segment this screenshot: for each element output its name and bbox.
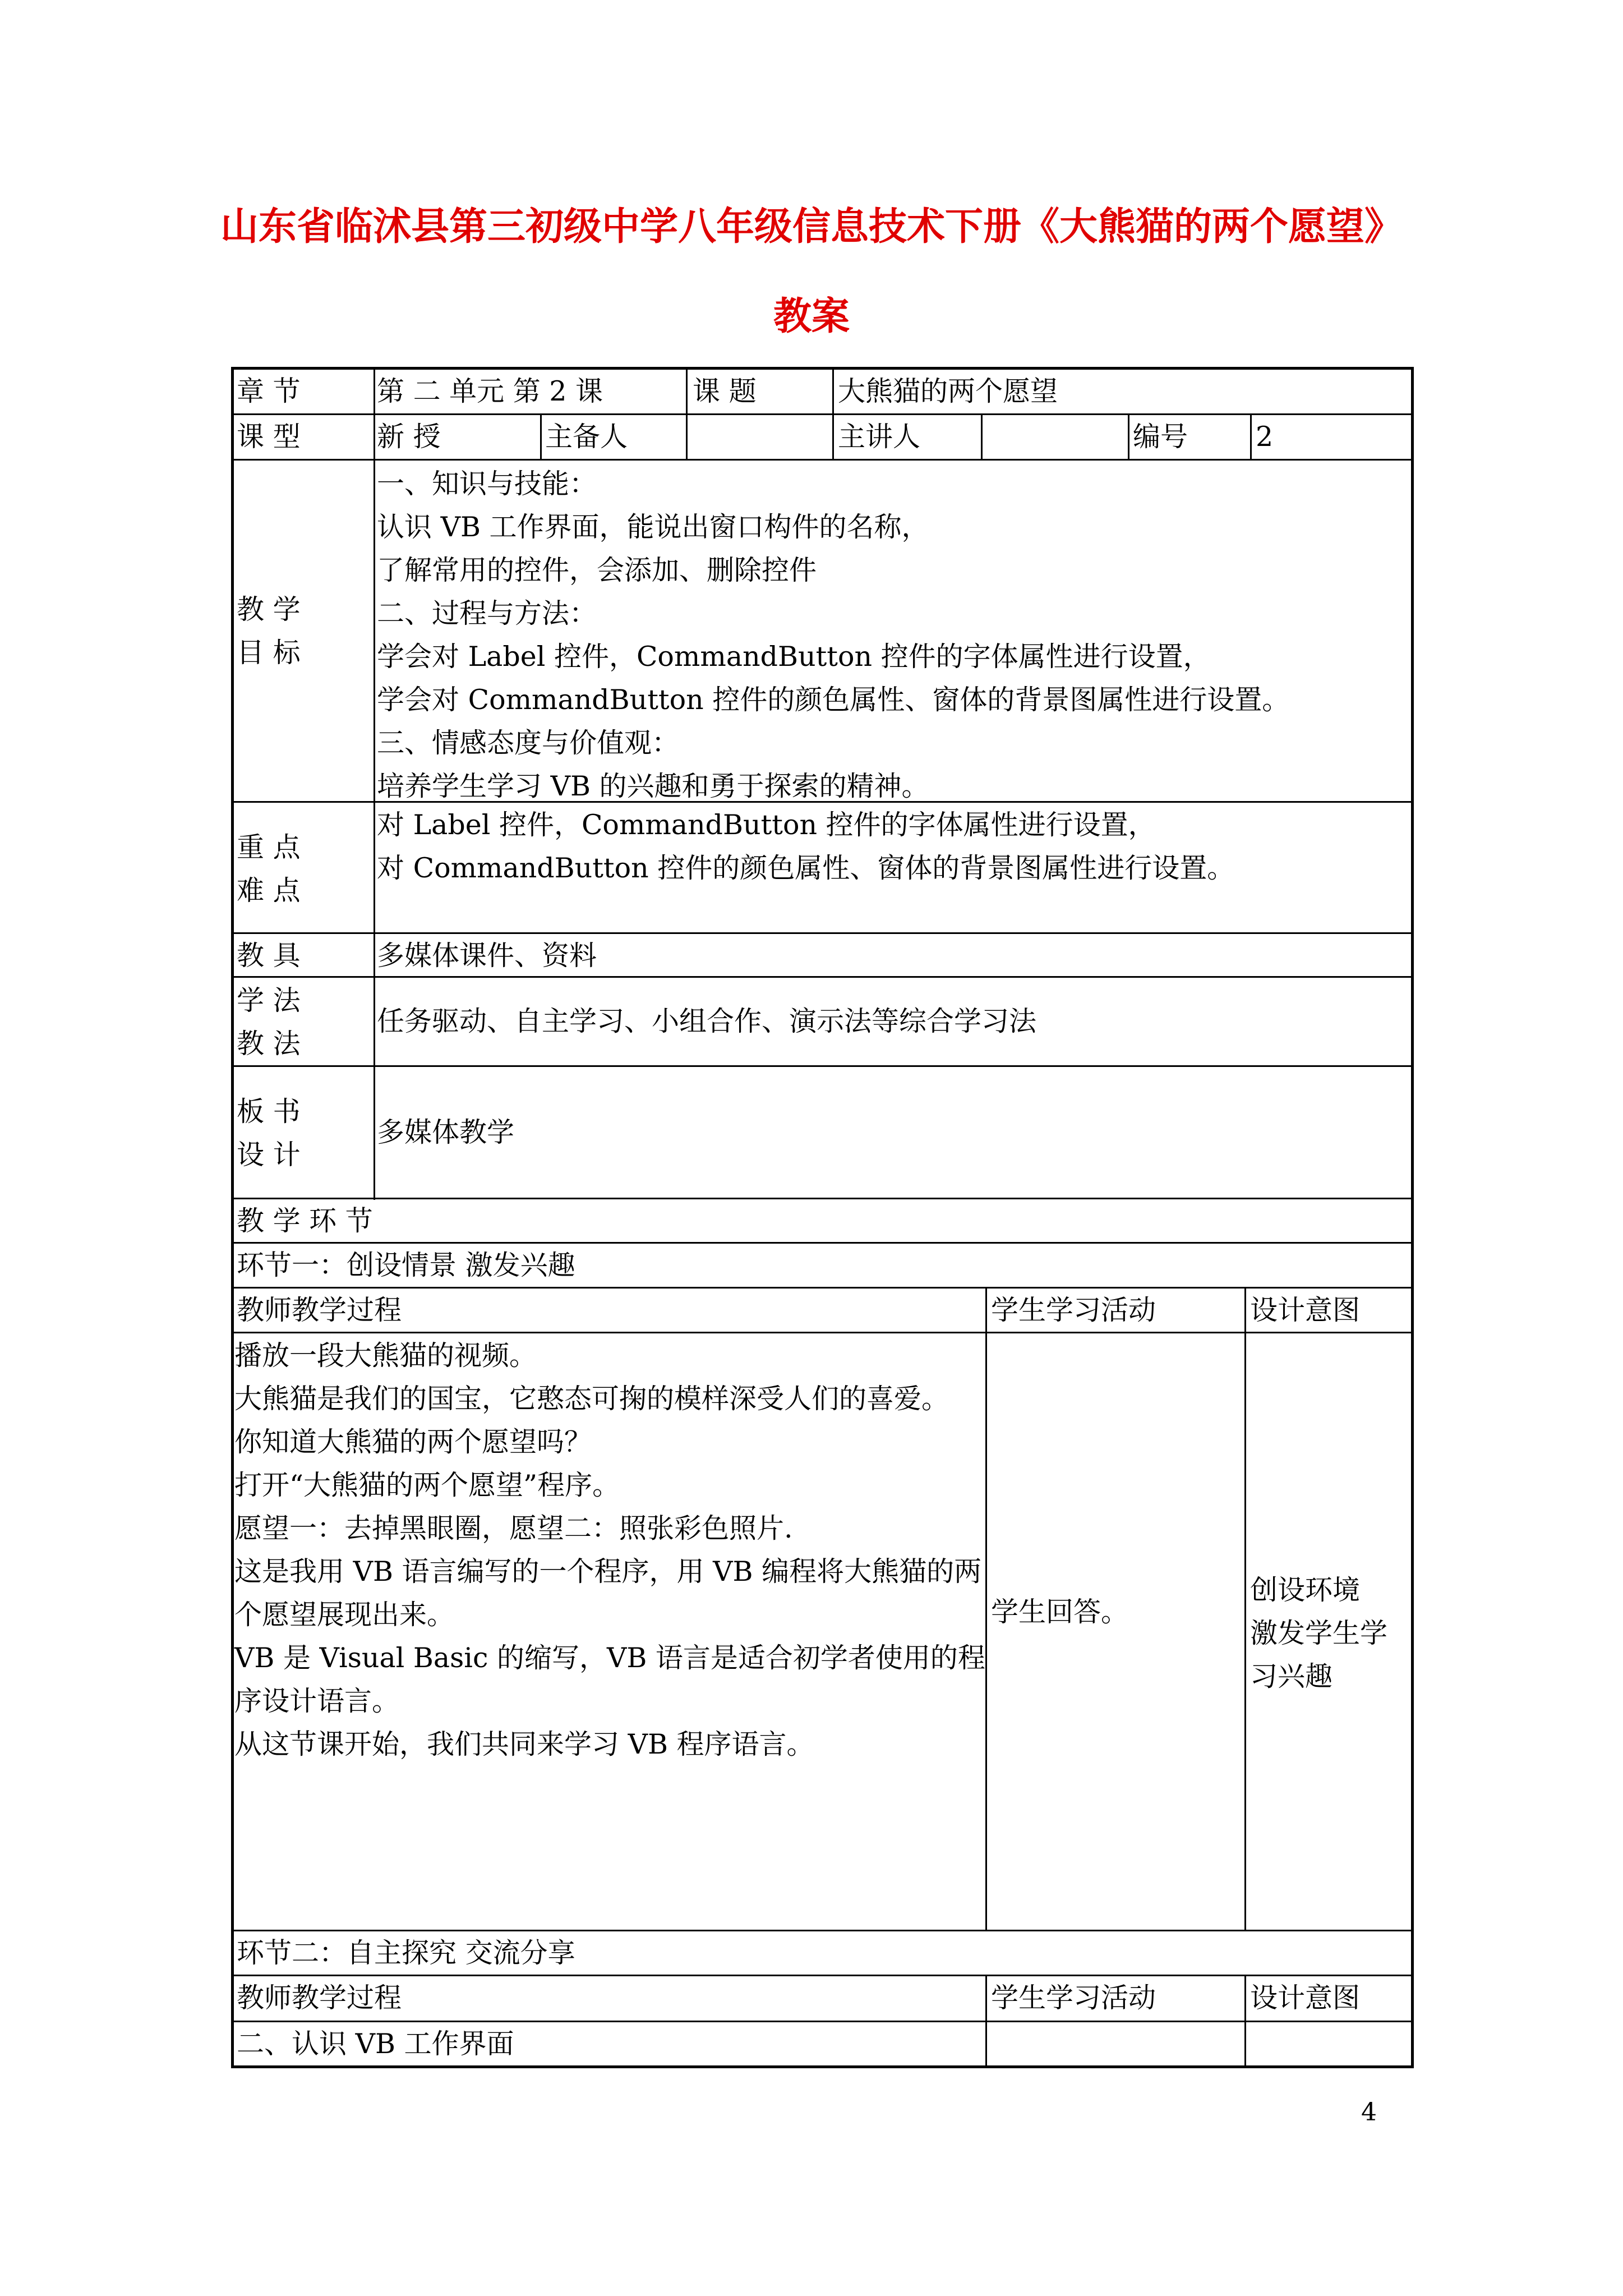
stage1-teacher-line: 从这节课开始，我们共同来学习 VB 程序语言。 — [234, 1728, 814, 1760]
number-value: 2 — [1256, 421, 1274, 453]
stage1-title: 环节一：创设情景 激发兴趣 — [237, 1249, 575, 1281]
stage1-teacher-line: 这是我用 VB 语言编写的一个程序，用 VB 编程将大熊猫的两 — [234, 1556, 982, 1588]
objectives-line: 培养学生学习 VB 的兴趣和勇于探索的精神。 — [377, 770, 929, 802]
objectives-line: 学会对 CommandButton 控件的颜色属性、窗体的背景图属性进行设置。 — [377, 684, 1290, 716]
type-value: 新 授 — [377, 421, 441, 453]
methods-value: 任务驱动、自主学习、小组合作、演示法等综合学习法 — [377, 1005, 1037, 1037]
stage1-teacher-line: 打开“大熊猫的两个愿望”程序。 — [234, 1469, 620, 1501]
objectives-line: 二、过程与方法： — [377, 597, 597, 629]
stage2-col-intent: 设计意图 — [1250, 1982, 1361, 2014]
number-label: 编号 — [1133, 421, 1188, 453]
lecturer-label: 主讲人 — [838, 421, 921, 453]
keypoints-label-1: 重 点 — [237, 831, 301, 863]
stage1-teacher-line: VB 是 Visual Basic 的缩写，VB 语言是适合初学者使用的程 — [234, 1642, 985, 1674]
stage1-teacher-line: 大熊猫是我们的国宝，它憨态可掬的模样深受人们的喜爱。 — [234, 1383, 949, 1415]
stage2-first-row: 二、认识 VB 工作界面 — [237, 2028, 514, 2060]
section-heading: 教 学 环 节 — [237, 1205, 373, 1237]
stage1-teacher-line: 播放一段大熊猫的视频。 — [234, 1340, 537, 1372]
stage1-student-activity: 学生回答。 — [991, 1596, 1129, 1628]
document-title-line1: 山东省临沭县第三初级中学八年级信息技术下册《大熊猫的两个愿望》 — [220, 204, 1403, 249]
stage2-title: 环节二：自主探究 交流分享 — [237, 1937, 575, 1969]
board-value: 多媒体教学 — [377, 1116, 515, 1148]
stage1-teacher-line: 序设计语言。 — [234, 1685, 400, 1717]
objectives-line: 一、知识与技能： — [377, 468, 597, 500]
stage2-col-teacher: 教师教学过程 — [237, 1982, 402, 2014]
board-label-1: 板 书 — [237, 1096, 301, 1128]
board-label-2: 设 计 — [237, 1139, 301, 1171]
chapter-value: 第 二 单元 第 2 课 — [377, 375, 603, 407]
stage1-teacher-line: 个愿望展现出来。 — [234, 1599, 455, 1631]
stage2-col-student: 学生学习活动 — [991, 1982, 1156, 2014]
document-title-line2: 教案 — [773, 294, 850, 339]
page-number: 4 — [1361, 2098, 1377, 2127]
stage1-col-teacher: 教师教学过程 — [237, 1294, 402, 1326]
stage1-intent-line: 激发学生学 — [1250, 1617, 1388, 1649]
keypoints-line: 对 Label 控件，CommandButton 控件的字体属性进行设置， — [377, 809, 1156, 841]
stage1-teacher-line: 你知道大熊猫的两个愿望吗？ — [234, 1426, 592, 1458]
topic-label: 课 题 — [693, 375, 757, 407]
objectives-label-2: 目 标 — [237, 637, 301, 669]
type-label: 课 型 — [237, 421, 301, 453]
stage1-intent-line: 创设环境 — [1250, 1574, 1361, 1606]
preparer-label: 主备人 — [545, 421, 628, 453]
objectives-line: 了解常用的控件，会添加、删除控件 — [377, 554, 817, 586]
stage1-teacher-line: 愿望一：去掉黑眼圈，愿望二：照张彩色照片. — [234, 1512, 793, 1544]
methods-label-1: 学 法 — [237, 984, 301, 1016]
keypoints-line: 对 CommandButton 控件的颜色属性、窗体的背景图属性进行设置。 — [377, 852, 1235, 884]
keypoints-label-2: 难 点 — [237, 875, 301, 907]
topic-value: 大熊猫的两个愿望 — [838, 375, 1058, 407]
tools-label: 教 具 — [237, 940, 301, 972]
methods-label-2: 教 法 — [237, 1028, 301, 1060]
objectives-line: 认识 VB 工作界面，能说出窗口构件的名称， — [377, 511, 929, 543]
objectives-label-1: 教 学 — [237, 593, 301, 625]
objectives-line: 学会对 Label 控件，CommandButton 控件的字体属性进行设置， — [377, 641, 1211, 673]
stage1-intent-line: 习兴趣 — [1250, 1660, 1333, 1692]
stage1-col-student: 学生学习活动 — [991, 1294, 1156, 1326]
tools-value: 多媒体课件、资料 — [377, 940, 597, 972]
objectives-line: 三、情感态度与价值观： — [377, 727, 680, 759]
chapter-label: 章 节 — [237, 375, 301, 407]
stage1-col-intent: 设计意图 — [1250, 1294, 1361, 1326]
